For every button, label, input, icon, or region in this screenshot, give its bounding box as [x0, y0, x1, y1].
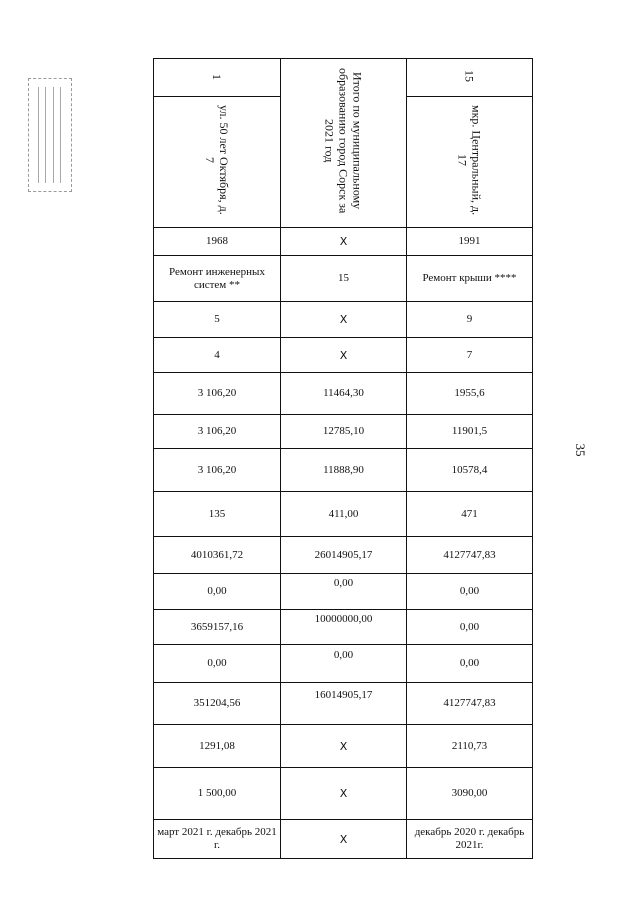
page-number: 35: [573, 443, 588, 457]
table-cell: 3 106,20: [154, 449, 281, 492]
table-cell: 1291,08: [154, 725, 281, 768]
table-cell: 471: [407, 492, 533, 537]
table-row: [154, 373, 533, 415]
table-cell: 2110,73: [407, 725, 533, 768]
table-cell: 12785,10: [281, 415, 407, 449]
table-cell: 4: [154, 338, 281, 373]
table-cell: 4010361,72: [154, 537, 281, 574]
registration-stamp: [28, 78, 72, 192]
table-cell: 0,00: [407, 574, 533, 610]
table-cell: 3 106,20: [154, 373, 281, 415]
table-row: [154, 415, 533, 449]
table-cell: 11464,30: [281, 373, 407, 415]
table-row: [154, 338, 533, 373]
table-row: [154, 610, 533, 645]
table-row: [154, 683, 533, 725]
table-cell: март 2021 г. декабрь 2021 г.: [154, 820, 281, 859]
table-row: [154, 768, 533, 820]
table-cell: декабрь 2020 г. декабрь 2021г.: [407, 820, 533, 859]
table-cell: 135: [154, 492, 281, 537]
table-cell: 16014905,17: [281, 683, 407, 725]
table-cell: 0,00: [281, 645, 407, 683]
table-cell: 4127747,83: [407, 683, 533, 725]
table-cell: Х: [281, 228, 407, 256]
table-row: [154, 820, 533, 859]
document-table: [153, 58, 533, 859]
header-cell-number-15: 15: [407, 59, 533, 97]
table-cell: 10578,4: [407, 449, 533, 492]
table-row: [154, 302, 533, 338]
table-cell: 351204,56: [154, 683, 281, 725]
table-cell: Х: [281, 725, 407, 768]
table-cell: 7: [407, 338, 533, 373]
table-cell: Х: [281, 338, 407, 373]
table-cell: 4127747,83: [407, 537, 533, 574]
table-cell: 3 106,20: [154, 415, 281, 449]
table-row: [154, 725, 533, 768]
table-cell: 411,00: [281, 492, 407, 537]
table-cell: 11888,90: [281, 449, 407, 492]
table-row: [154, 574, 533, 610]
header-cell-address-1: ул. 50 лет Октября, д. 7: [154, 97, 281, 228]
table-cell: Х: [281, 820, 407, 859]
table-cell: 0,00: [407, 610, 533, 645]
table-cell: 11901,5: [407, 415, 533, 449]
table-row: [154, 256, 533, 302]
header-row-numbers: [154, 59, 533, 97]
table-cell: Х: [281, 302, 407, 338]
table-cell: 3659157,16: [154, 610, 281, 645]
table-row: [154, 537, 533, 574]
table-row: [154, 449, 533, 492]
table-cell: 1991: [407, 228, 533, 256]
table-cell: 1 500,00: [154, 768, 281, 820]
table-cell: 3090,00: [407, 768, 533, 820]
table-cell: Ремонт крыши ****: [407, 256, 533, 302]
table-cell: 0,00: [154, 645, 281, 683]
table-cell: 10000000,00: [281, 610, 407, 645]
table-cell: Х: [281, 768, 407, 820]
header-cell-total: Итого по муниципальному образованию город Сорск за 2021 год: [281, 59, 407, 228]
table-cell: 0,00: [281, 574, 407, 610]
table-row: [154, 645, 533, 683]
table-cell: 1968: [154, 228, 281, 256]
table-row: [154, 492, 533, 537]
table-cell: 15: [281, 256, 407, 302]
header-cell-number-1: 1: [154, 59, 281, 97]
table-cell: 1955,6: [407, 373, 533, 415]
table-row: [154, 228, 533, 256]
table-cell: 9: [407, 302, 533, 338]
table-cell: 26014905,17: [281, 537, 407, 574]
table-cell: 0,00: [407, 645, 533, 683]
table-cell: 0,00: [154, 574, 281, 610]
table-cell: Ремонт инженерных систем **: [154, 256, 281, 302]
header-cell-address-15: мкр. Центральный, д. 17: [407, 97, 533, 228]
table-cell: 5: [154, 302, 281, 338]
